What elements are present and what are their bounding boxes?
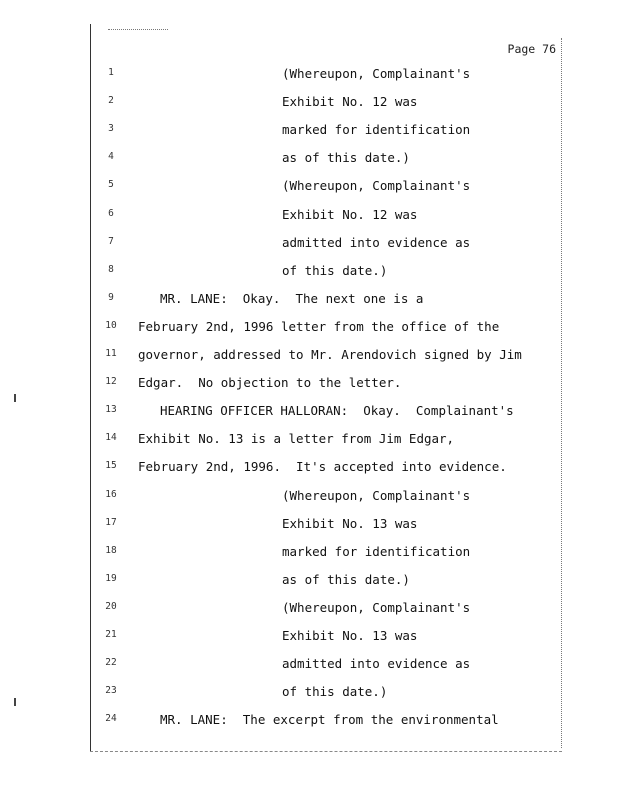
line-text: marked for identification [282,122,471,138]
transcript-line [90,176,562,196]
margin-mark [14,394,16,402]
line-number: 23 [105,685,117,697]
line-number: 6 [108,207,114,219]
line-number: 1 [108,67,114,78]
line-number: 14 [105,432,117,444]
line-text: MR. LANE: The excerpt from the environmental [160,712,499,728]
line-number: 12 [105,376,117,388]
transcript-line [90,120,562,140]
transcript-line [90,64,562,84]
line-text: Exhibit No. 13 was [282,628,418,643]
transcript-line [90,570,562,590]
transcript-line [90,429,562,449]
line-number: 7 [108,235,114,247]
line-text: (Whereupon, Complainant's [282,599,471,615]
transcript-line [90,345,562,365]
line-text: (Whereupon, Complainant's [282,178,471,194]
line-text: governor, addressed to Mr. Arendovich signed by Jim [138,347,522,362]
line-text: Exhibit No. 12 was [282,206,418,222]
line-number: 13 [105,404,117,416]
line-text: Exhibit No. 12 was [282,94,418,110]
line-number: 16 [105,488,117,500]
transcript-line [90,514,562,534]
line-number: 24 [105,713,117,725]
transcript-line [90,289,562,309]
line-text: admitted into evidence as [282,656,471,672]
transcript-line [90,261,562,281]
line-text: marked for identification [282,543,471,559]
line-text: (Whereupon, Complainant's [282,487,471,503]
line-text: HEARING OFFICER HALLORAN: Okay. Complainant's [160,403,514,419]
line-number: 22 [105,657,117,669]
transcript-line [90,148,562,168]
line-text: of this date.) [282,262,388,278]
line-number: 8 [108,263,114,275]
line-text: of this date.) [282,684,388,700]
line-text: Exhibit No. 13 is a letter from Jim Edgar, [138,431,455,447]
page-number: Page 76 [507,42,556,56]
transcript-line [90,401,562,421]
line-number: 2 [108,95,114,107]
line-number: 5 [108,179,114,191]
line-number: 11 [105,348,117,359]
transcript-line [90,682,562,702]
transcript-line [90,373,562,393]
line-number: 15 [105,460,117,472]
line-number: 21 [105,629,117,640]
line-number: 4 [108,151,114,163]
transcript-line [90,598,562,618]
line-text: February 2nd, 1996. It's accepted into evidence. [138,459,507,475]
line-number: 18 [105,544,117,556]
line-text: Exhibit No. 13 was [282,515,418,531]
transcript-line [90,233,562,253]
line-text: admitted into evidence as [282,234,471,250]
line-number: 9 [108,291,114,303]
transcript-line [90,317,562,337]
page-border-bottom [90,751,562,752]
transcript-line [90,654,562,674]
line-number: 17 [105,516,117,528]
line-text: as of this date.) [282,571,410,587]
line-text: MR. LANE: Okay. The next one is a [160,290,424,306]
transcript-line [90,205,562,225]
line-text: (Whereupon, Complainant's [282,66,471,81]
margin-mark [14,698,16,706]
line-text: as of this date.) [282,150,410,166]
line-number: 20 [105,600,117,612]
line-text: February 2nd, 1996 letter from the office of the [138,318,500,334]
transcript-page [90,24,562,752]
transcript-line [90,92,562,112]
line-number: 3 [108,123,114,135]
page-border-top [108,29,168,30]
line-number: 10 [105,319,117,331]
transcript-line [90,542,562,562]
transcript-line [90,486,562,506]
transcript-line [90,626,562,646]
transcript-line [90,457,562,477]
line-text: Edgar. No objection to the letter. [138,375,402,391]
line-number: 19 [105,572,117,584]
transcript-line [90,710,562,730]
